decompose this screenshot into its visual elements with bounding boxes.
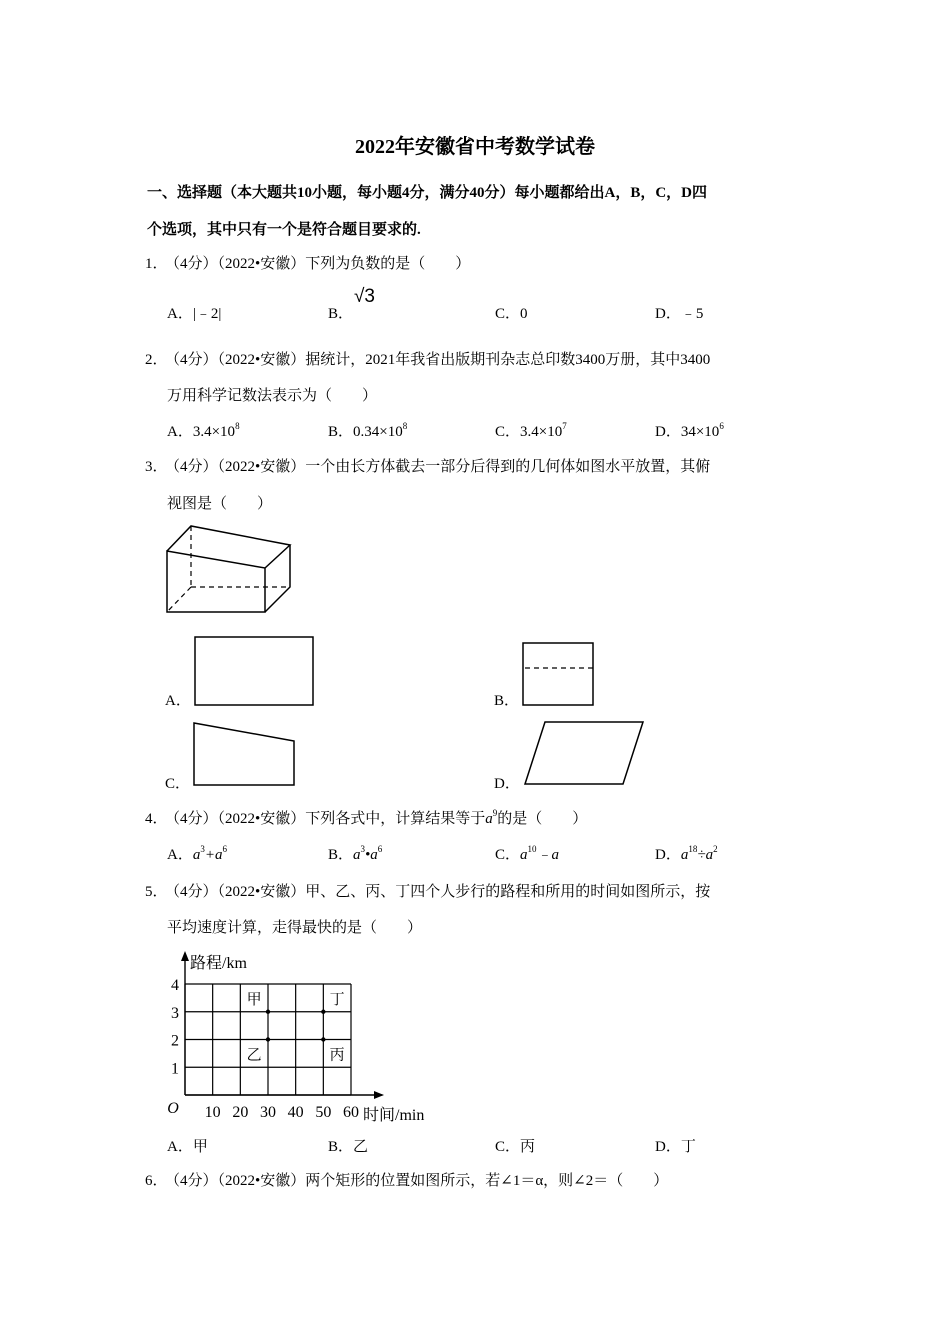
person-label: 乙 <box>246 1045 262 1064</box>
q2-option-d <box>655 423 724 441</box>
question-3-number: 3． <box>145 459 168 475</box>
q3-option-c-label: C． <box>165 776 191 792</box>
x-axis-label: 时间/min <box>363 1107 425 1124</box>
option-label: D． <box>655 1139 681 1155</box>
page-title: 2022年安徽省中考数学试卷 <box>355 136 595 158</box>
option-label: D． <box>655 424 681 440</box>
data-point-丙 <box>321 1037 325 1041</box>
option-exponent: 6 <box>719 421 724 431</box>
option-c-trapezoid <box>194 723 294 785</box>
q3-option-b-label: B． <box>494 693 520 709</box>
question-3-stem-line1: （4分）（2022•安徽）一个由长方体截去一部分后得到的几何体如图水平放置，其俯 <box>165 459 711 475</box>
option-base: 3.4×10 <box>520 424 563 440</box>
q4-option-b <box>328 846 382 864</box>
var: a <box>353 847 361 863</box>
option-label: C． <box>495 847 521 863</box>
q5-option-c <box>495 1138 535 1156</box>
option-label: C． <box>495 306 521 322</box>
q5-option-d <box>655 1138 696 1156</box>
section-header-line2: 个选项，其中只有一个是符合题目要求的. <box>147 222 421 238</box>
option-label: D． <box>655 847 681 863</box>
option-base: 0.34×10 <box>353 424 403 440</box>
exp: 2 <box>713 844 718 854</box>
exp: 10 <box>527 844 537 854</box>
x-tick-label: 60 <box>343 1104 359 1121</box>
person-label: 甲 <box>246 989 262 1008</box>
q4-option-c <box>495 846 559 864</box>
option-exponent: 8 <box>402 421 408 431</box>
question-5-stem-line1: （4分）（2022•安徽）甲、乙、丙、丁四个人步行的路程和所用的时间如图所示，按 <box>165 884 711 900</box>
option-base: 34×10 <box>680 424 720 440</box>
option-base: 3.4×10 <box>192 424 236 440</box>
question-1-number: 1． <box>145 256 168 272</box>
x-axis-arrow-icon <box>374 1091 384 1099</box>
question-1-stem: （4分）（2022•安徽）下列为负数的是（ ） <box>165 256 471 272</box>
option-text: 甲 <box>192 1139 208 1155</box>
option-label: A． <box>167 424 193 440</box>
truncated-cuboid-figure <box>167 526 290 612</box>
section-header-line1: 一、选择题（本大题共10小题，每小题4分，满分40分）每小题都给出A，B，C，D四 <box>147 185 708 201</box>
stem-exp: 9 <box>492 808 498 818</box>
data-point-甲 <box>266 1010 270 1014</box>
x-tick-label: 20 <box>232 1104 249 1121</box>
option-text: |﹣2| <box>192 306 222 322</box>
y-tick-label: 2 <box>171 1032 179 1050</box>
question-5-stem-line2: 平均速度计算，走得最快的是（ ） <box>167 920 423 936</box>
option-label: A． <box>167 847 193 863</box>
q1-option-b-sqrt3: √3 <box>354 286 375 307</box>
y-tick-label: 3 <box>171 1004 179 1022</box>
option-label: B． <box>328 847 354 863</box>
option-text: 丁 <box>680 1139 696 1155</box>
option-d-parallelogram <box>525 722 643 784</box>
person-label: 丙 <box>329 1045 345 1064</box>
q1-option-a <box>167 305 221 323</box>
var: ÷a <box>697 847 714 863</box>
q1-option-b <box>328 305 353 323</box>
var: •a <box>365 847 378 863</box>
stem-text: 的是（ ） <box>497 811 588 827</box>
exp: 6 <box>222 844 227 854</box>
question-2-stem-line1: （4分）（2022•安徽）据统计，2021年我省出版期刊杂志总印数3400万册，其中3400 <box>165 352 711 368</box>
option-a-rectangle <box>195 637 313 705</box>
option-b-square-with-dashed-line <box>523 643 593 705</box>
option-exponent: 7 <box>562 421 567 431</box>
stem-text: （4分）（2022•安徽）下列各式中，计算结果等于 <box>165 811 486 827</box>
y-tick-label: 4 <box>171 977 179 994</box>
person-label: 丁 <box>329 989 345 1008</box>
x-tick-label: 10 <box>204 1104 221 1121</box>
exp: 3 <box>360 844 366 854</box>
exp: 3 <box>200 844 205 854</box>
option-label: C． <box>495 1139 521 1155</box>
data-point-丁 <box>321 1010 325 1014</box>
exp: 18 <box>688 844 698 854</box>
option-label: B． <box>328 424 354 440</box>
option-label: A． <box>167 306 193 322</box>
option-exponent: 8 <box>235 421 240 431</box>
option-text: 丙 <box>520 1139 536 1155</box>
q3-option-a-label: A． <box>165 693 191 709</box>
option-text: 乙 <box>353 1139 369 1155</box>
exp: 6 <box>377 844 383 854</box>
option-text: 0 <box>520 306 528 322</box>
y-axis-arrow-icon <box>181 951 189 961</box>
option-label: B． <box>328 306 354 322</box>
q1-option-c <box>495 305 528 323</box>
option-label: C． <box>495 424 521 440</box>
question-2-number: 2． <box>145 352 168 368</box>
var: a <box>680 847 689 863</box>
y-axis-label: 路程/km <box>190 955 247 972</box>
q2-option-c <box>495 423 567 441</box>
question-6-stem: （4分）（2022•安徽）两个矩形的位置如图所示，若∠1＝α，则∠2＝（ ） <box>165 1173 669 1189</box>
question-6-number: 6． <box>145 1173 168 1189</box>
x-tick-label: 40 <box>287 1104 304 1121</box>
option-label: B． <box>328 1139 354 1155</box>
q5-option-b <box>328 1138 368 1156</box>
question-5-number: 5． <box>145 884 168 900</box>
x-tick-label: 50 <box>315 1104 332 1121</box>
q4-option-d <box>655 846 718 864</box>
question-4-number: 4． <box>145 811 168 827</box>
option-text: ﹣5 <box>680 306 704 322</box>
origin-label: O <box>167 1100 179 1117</box>
q4-option-a <box>167 846 227 864</box>
q2-option-a <box>167 423 240 441</box>
option-label: A． <box>167 1139 193 1155</box>
var: ﹣a <box>536 847 560 863</box>
stem-var: a <box>485 811 493 827</box>
q1-option-d <box>655 305 703 323</box>
q5-option-a <box>167 1138 208 1156</box>
var: a <box>520 847 528 863</box>
q3-option-d-label: D． <box>494 776 520 792</box>
y-tick-label: 1 <box>171 1060 179 1078</box>
question-3-stem-line2: 视图是（ ） <box>167 496 273 512</box>
var: +a <box>204 847 223 863</box>
x-tick-label: 30 <box>260 1104 276 1121</box>
question-2-stem-line2: 万用科学记数法表示为（ ） <box>167 388 378 404</box>
var: a <box>192 847 201 863</box>
q2-option-b <box>328 423 407 441</box>
question-4-stem <box>165 810 587 828</box>
option-label: D． <box>655 306 681 322</box>
data-point-乙 <box>266 1037 270 1041</box>
